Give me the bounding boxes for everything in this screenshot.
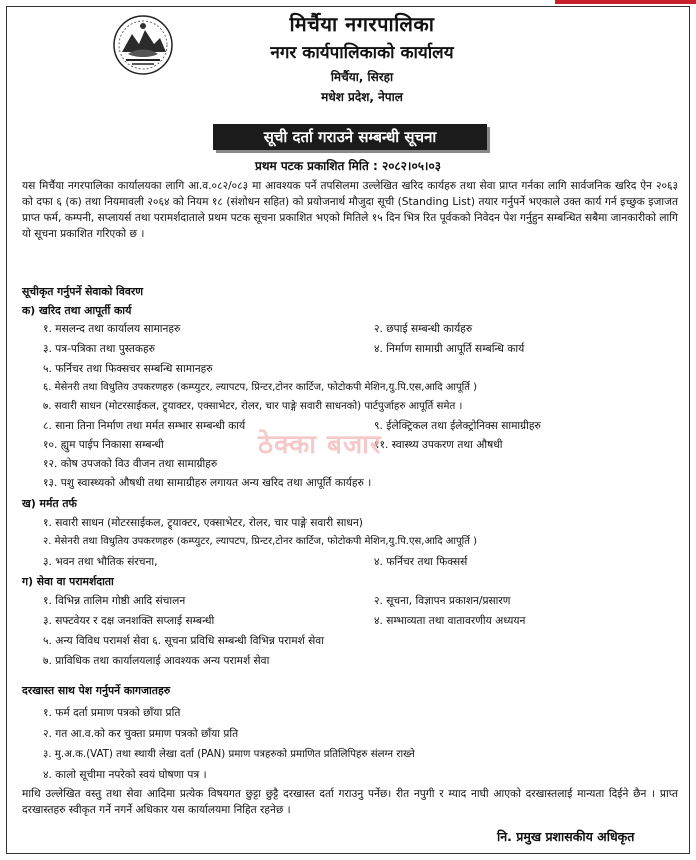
list-item: ५. अन्य विविध परामर्श सेवा ६. सूचना प्रविधि सम्बन्धी विभिन्न परामर्श सेवा (43, 635, 324, 647)
list-item: १. फर्म दर्ता प्रमाण पत्रको छाँया प्रति (43, 707, 181, 719)
intro-paragraph: यस मिर्चैया नगरपालिका कार्यालयका लागि आ.व.०८२/०८३ मा आवश्यक पर्ने तपसिलमा उल्लेखित खरिद कार्यहरु तथा सेवा प्राप्त गर्नका लागि सार्वजनिक खरिद ऐन २०६३ को दफा ६ (क) तथा नियमावली २०६४ को नियम १८ (संशोधन सहित) को प्रयोजनार्थ मौजुदा सूची (Standing List) तयार गर्नुपर्ने भएकाले उक्त कार्य गर्न इच्छुक इजाजत प्राप्त फर्म, कम्पनी, सप्लायर्स तथा परामर्शदाताले प्रथम पटक सूचना प्रकाशित भएको मितिले १५ दिन भित्र रित पूर्वकको निवेदन पेश गर्नुहुन सम्बन्धित सबैमा जानकारीको लागि यो सूचना प्रकाशित गरिएको छ । (22, 180, 678, 240)
list-item: ४. निर्माण सामाग्री आपूर्ति सम्बन्धि कार्य (374, 343, 525, 355)
office-name: नगर कार्यपालिकाको कार्यालय (270, 43, 454, 63)
list-item: ६. मेसेनरी तथा विधुतिय उपकरणहरु (कम्प्युटर, ल्यापटप, प्रिन्टर,टोनर कार्टिज, फोटोकपी मेशिन,यु.पि.एस,आदि आपूर्ति ) (43, 382, 478, 393)
office-location: मिर्चैया, सिरहा (330, 70, 394, 84)
section-c-title: ग) सेवा वा परामर्शदाता (22, 575, 114, 588)
list-item: ५. फर्निचर तथा फिक्सचर सम्बन्धि सामानहरु (43, 363, 213, 375)
list-item: ३. पत्र-पत्रिका तथा पुस्तकहरु (43, 343, 155, 355)
list-item: १३. पशु स्वास्थ्यको औषधी तथा सामाग्रीहरु लगायत अन्य खरिद तथा आपूर्ति कार्यहरु । (43, 477, 372, 489)
list-item: ३. मु.अ.क.(VAT) तथा स्थायी लेखा दर्ता (PAN) प्रमाण पत्रहरुको प्रमाणित प्रतिलिपिहरु संलग्न राख्ने (43, 749, 415, 760)
documents-title: दरखास्त साथ पेश गर्नुपर्ने कागजातहरु (22, 684, 171, 697)
list-item: १. मसलन्द तथा कार्यालय सामानहरु (43, 323, 181, 335)
watermark: ठेक्का बजार (258, 430, 382, 460)
list-item: ४. कालो सूचीमा नपरेको स्वयं घोषणा पत्र । (43, 769, 207, 781)
list-item: २. सूचना, विज्ञापन प्रकाशन/प्रसारण (374, 595, 511, 607)
province-name: मधेश प्रदेश, नेपाल (321, 90, 403, 104)
list-item: १. विभिन्न तालिम गोष्ठी आदि संचालन (43, 595, 186, 607)
notice-title: सूची दर्ता गराउने सम्बन्धी सूचना (213, 124, 487, 150)
section-b-title: ख) मर्मत तर्फ (22, 497, 77, 510)
list-item: १२. कोष उपजको विउ वीजन तथा सामाग्रीहरु (43, 458, 218, 470)
section-a-title: क) खरिद तथा आपूर्ती कार्य (22, 304, 132, 317)
publish-date: प्रथम पटक प्रकाशित मिति : २०८२।०५।०३ (255, 159, 441, 173)
list-item: २. छपाई सम्बन्धी कार्यहरु (374, 323, 473, 335)
list-item: ३. भवन तथा भौतिक संरचना, (43, 556, 158, 568)
list-item: १. सवारी साधन (मोटरसाईकल, ट्र्याक्टर, एक्साभेटर, रोलर, चार पाङ्गे सवारी साधन) (43, 517, 363, 529)
list-item: १०. ह्युम पाईप निकासा सम्बन्धी (43, 439, 164, 451)
list-item: ४. सम्भाव्यता तथा वातावरणीय अध्ययन (374, 615, 526, 627)
list-item: २. गत आ.व.को कर चुक्ता प्रमाण पत्रको छाँया प्रति (43, 728, 239, 740)
list-item: ९. ईलेक्ट्रिकल तथा ईलेक्ट्रोनिक्स सामाग्रीहरु (374, 420, 541, 432)
services-heading: सूचीकृत गर्नुपर्ने सेवाको विवरण (22, 285, 144, 298)
list-item: ७. प्राविधिक तथा कार्यालयलाई आवश्यक अन्य परामर्श सेवा (43, 655, 270, 667)
municipality-name: मिर्चैया नगरपालिका (289, 12, 435, 36)
list-item: ८. साना तिना निर्माण तथा मर्मत सम्भार सम्बन्धी कार्य (43, 420, 246, 432)
accent-line (555, 0, 696, 4)
list-item: ११. स्वास्थ्य उपकरण तथा औषधी (374, 439, 503, 451)
list-item: ४. फर्निचर तथा फिक्सर्स (374, 556, 468, 568)
list-item: २. मेसेनरी तथा विधुतिय उपकरणहरु (कम्प्युटर, ल्यापटप, प्रिन्टर,टोनर कार्टिज, फोटोकपी मेशिन,यु.पि.एस,आदि आपूर्ति ) (43, 536, 478, 547)
signature: नि. प्रमुख प्रशासकीय अधिकृत (497, 829, 635, 844)
footer-paragraph: माथि उल्लेखित वस्तु तथा सेवा आदिमा प्रत्येक विषयगत छुट्टा छुट्टै दरखास्त दर्ता गराउनु पर्नेछ। रीत नपुगी र म्याद नाघी आएको दरखास्तलाई मान्यता दिईने छैन । प्राप्त दरखास्तहरु स्वीकृत गर्ने नगर्ने अधिकार यस कार्यालयमा निहित रहनेछ । (22, 788, 678, 816)
list-item: ३. सफ्टवेयर र दक्ष जनशक्ति सप्लाई सम्बन्धी (43, 615, 215, 627)
list-item: ७. सवारी साधन (मोटरसाईकल, ट्र्याक्टर, एक्साभेटर, रोलर, चार पाङ्गे सवारी साधनको) पार्टपुर्जाहरु आपूर्ति समेत । (43, 401, 463, 412)
